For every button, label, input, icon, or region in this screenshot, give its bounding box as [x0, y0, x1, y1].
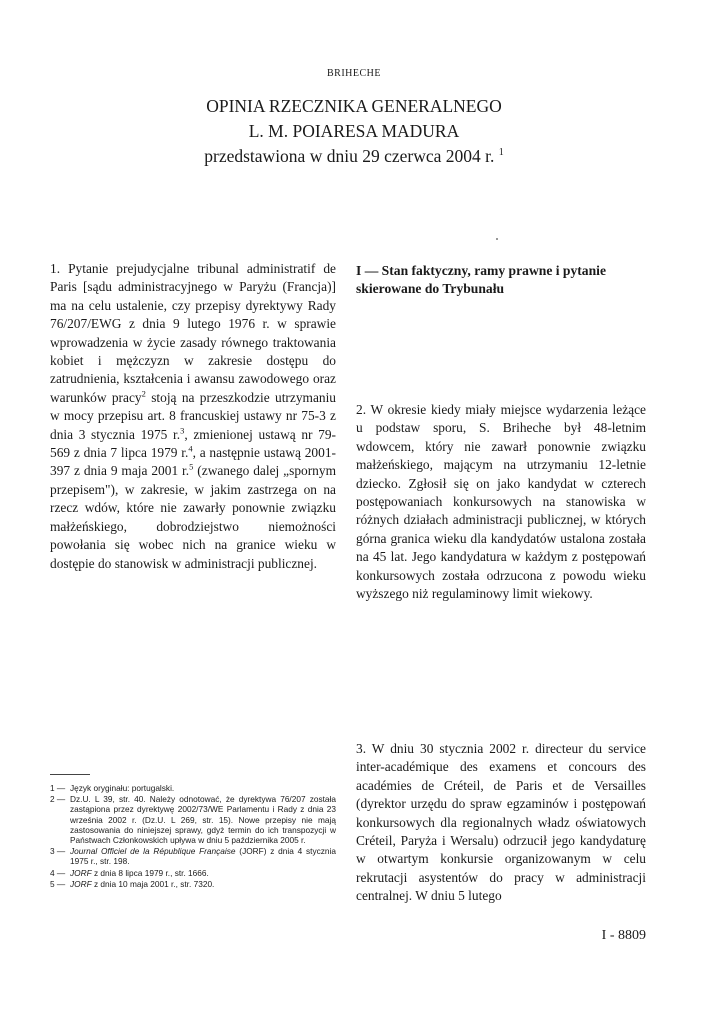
paragraph-3	[356, 740, 646, 906]
paragraph-3-text: 3. W dniu 30 stycznia 2002 r. directeur du service inter-académique des examens et concours des académies de Créteil, de Paris et de Versailles (dyrektor urzędu do spraw egzaminów i postępowań konkursowych dla regionalnych władz oświatowych Créteil, Paryża i Wersalu) odrzucił jego kandydaturę w otwartym konkursie organizowanym w celu rekrutacji asystentów do pracy w administracji centralnej. W dniu 5 lutego	[356, 741, 646, 904]
footnote-source-title: JORF	[70, 878, 92, 889]
footnote	[50, 868, 336, 878]
paragraph-1	[50, 260, 336, 573]
footnote-text	[70, 868, 336, 878]
section-heading: I — Stan faktyczny, ramy prawne i pytanie skierowane do Trybunału	[356, 263, 606, 296]
footnote-source-title: JORF	[70, 867, 92, 878]
paragraph-1-part-4: , a następnie ustawą 2001-397 z dnia 9 maja 2001 r.	[50, 445, 336, 479]
footnote-text	[70, 846, 336, 866]
footnote-source-details: z dnia 8 lipca 1979 r., str. 1666.	[91, 867, 209, 878]
paragraph-1-part-2: stoją na przeszkodzie utrzymaniu w mocy przepisu art. 8 francuskiej ustawy nr 75-3 z dnia 3 stycznia 1975 r.	[50, 389, 337, 442]
footnote-divider	[50, 774, 90, 775]
footnote-ref-1: 1	[498, 147, 504, 159]
paragraph-1-part-5: (zwanego dalej „spornym przepisem"), w zakresie, w jakim zastrzega on na rzecz wdów, które nie zawarły ponownie związku małżeńskiego, dobrodziejstwo niemożności powołania się wobec nich na granice wieku w dostępie do stanowisk w administracji publicznej.	[50, 463, 336, 571]
paragraph-2-text: 2. W okresie kiedy miały miejsce wydarzenia leżące u podstaw sporu, S. Briheche był 48-letnim wdowcem, który nie zawarł ponownie związku małżeńskiego, mającym na utrzymaniu 12-letnie dziecko. Zgłosił się on jako kandydat w czterech postępowaniach konkursowych na stanowiska w różnych działach administracji publicznej, w których górna granica wieku dla kandydatów ustalona została na 45 lat. Jego kandydatura w każdym z postępowań konkursowych została odrzucona z powodu wieku wyższego niż regulaminowy limit wiekowy.	[356, 402, 646, 602]
footnote-number: 5 —	[50, 878, 66, 889]
title-line-3	[0, 144, 708, 169]
footnote-number: 1 —	[50, 783, 66, 793]
footnote	[50, 879, 336, 889]
running-head: BRIHECHE	[327, 68, 381, 79]
footnote-ref-5: 5	[189, 462, 194, 472]
title-line-2: L. M. POIARESA MADURA	[248, 121, 460, 141]
opinion-title	[0, 94, 708, 169]
paragraph-1-part-1: 1. Pytanie prejudycjalne tribunal administratif de Paris [sądu administracyjnego w Paryżu (Francja)] ma na celu ustalenie, czy przepisy dyrektywy Rady 76/207/EWG z dnia 9 lutego 1976 r. w sprawie wprowadzenia w życie zasady równego traktowania kobiet i mężczyzn w zakresie dostępu do zatrudnienia, kształcenia i awansu zawodowego oraz warunków pracy	[50, 261, 336, 405]
left-column	[50, 260, 336, 573]
footnote-ref-3: 3	[180, 425, 185, 436]
footnote-number: 4 —	[50, 867, 66, 878]
page-number: I - 8809	[601, 928, 646, 943]
footnote-number: 3 —	[50, 846, 66, 857]
footnote-text	[70, 879, 336, 889]
footnotes	[50, 783, 336, 890]
footnote	[50, 783, 336, 793]
footnote	[50, 794, 336, 845]
footnote-source-details: z dnia 10 maja 2001 r., str. 7320.	[91, 878, 215, 889]
footnote-text: Język oryginału: portugalski.	[70, 783, 175, 793]
paragraph-1-part-3: , zmienionej ustawą nr 79-569 z dnia 7 lipca 1979 r.	[50, 426, 336, 461]
title-date: przedstawiona w dniu 29 czerwca 2004 r.	[204, 146, 495, 166]
paragraph-2	[356, 401, 646, 603]
footnote-text: Dz.U. L 39, str. 40. Należy odnotować, że dyrektywa 76/207 została zastąpiona przez dyrektywę 2002/73/WE Parlamentu i Rady z dnia 23 września 2002 r. (Dz.U. L 269, str. 15). Nowe przepisy nie mają zastosowania do niniejszej sprawy, gdyż termin do ich transpozycji w Państwach Członkowskich upływa w dniu 5 października 2005 r.	[70, 794, 336, 846]
speck-mark	[496, 238, 498, 240]
footnote-source-title: Journal Officiel de la République Française	[70, 846, 236, 857]
footnote-number: 2 —	[50, 794, 66, 805]
title-line-1: OPINIA RZECZNIKA GENERALNEGO	[206, 96, 502, 116]
footnote-source-details: (JORF) z dnia 4 stycznia 1975 r., str. 198.	[70, 846, 336, 867]
footnote	[50, 846, 336, 866]
footnote-ref-4: 4	[188, 443, 193, 454]
footnote-ref-2: 2	[141, 388, 146, 399]
